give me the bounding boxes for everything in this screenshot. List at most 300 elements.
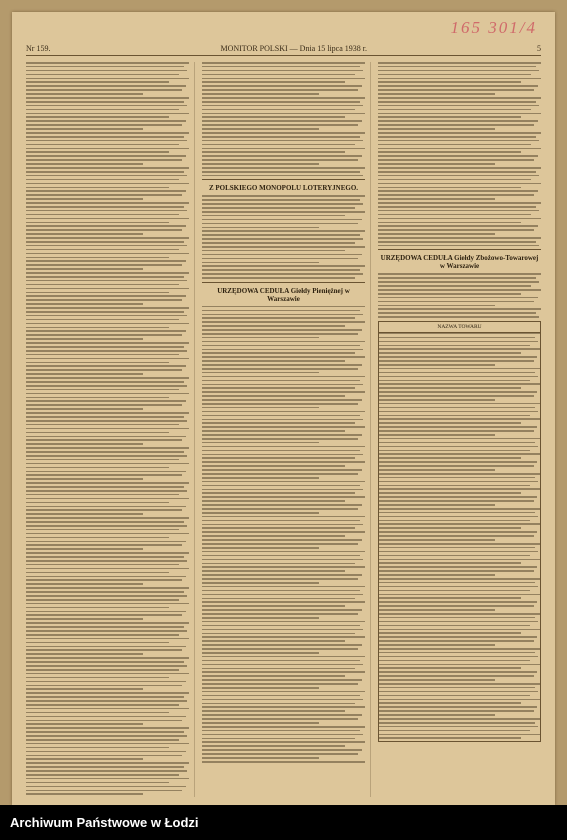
text-line xyxy=(202,446,365,448)
text-line xyxy=(202,140,363,142)
text-line xyxy=(26,397,169,399)
text-line xyxy=(379,691,538,693)
masthead xyxy=(26,44,541,56)
text-line xyxy=(202,621,365,623)
text-line xyxy=(26,634,179,636)
text-line xyxy=(26,284,179,286)
text-line xyxy=(378,81,521,83)
text-line xyxy=(202,710,345,712)
text-line xyxy=(378,171,536,173)
text-line xyxy=(379,485,530,487)
text-line xyxy=(202,333,358,335)
text-line xyxy=(26,533,189,535)
text-line xyxy=(26,712,169,714)
text-line xyxy=(26,144,179,146)
text-line xyxy=(202,625,360,627)
text-line xyxy=(26,583,143,585)
text-line xyxy=(26,692,189,694)
text-line xyxy=(26,342,189,344)
text-line xyxy=(26,509,182,511)
archive-name: Archiwum Państwowe w Łodzi xyxy=(10,815,199,830)
text-line xyxy=(26,311,184,313)
text-line xyxy=(378,305,495,307)
text-line xyxy=(26,148,189,150)
text-line xyxy=(378,198,495,200)
text-line xyxy=(378,120,538,122)
text-line xyxy=(379,407,535,409)
text-line xyxy=(379,551,538,553)
text-line xyxy=(26,755,182,757)
text-line xyxy=(26,319,179,321)
text-line xyxy=(26,350,187,352)
text-line xyxy=(202,219,362,221)
text-line xyxy=(26,151,169,153)
text-line xyxy=(202,753,358,755)
text-line xyxy=(202,547,319,549)
text-line xyxy=(26,307,189,309)
text-line xyxy=(379,387,521,389)
text-line xyxy=(379,430,534,432)
text-line xyxy=(26,727,189,729)
text-line xyxy=(26,412,189,414)
text-line xyxy=(378,155,538,157)
text-line xyxy=(202,203,363,205)
text-line xyxy=(202,539,362,541)
text-line xyxy=(202,442,319,444)
text-line xyxy=(379,699,540,701)
text-line xyxy=(26,700,187,702)
text-line xyxy=(202,81,345,83)
text-line xyxy=(379,411,538,413)
text-line xyxy=(202,116,345,118)
text-line xyxy=(202,652,319,654)
text-line xyxy=(26,377,189,379)
text-line xyxy=(378,187,521,189)
text-line xyxy=(378,66,536,68)
text-line xyxy=(379,640,534,642)
text-line xyxy=(26,85,186,87)
text-line xyxy=(202,62,365,64)
text-line xyxy=(378,289,541,291)
body-text-block xyxy=(378,273,541,317)
text-line xyxy=(379,422,521,424)
text-line xyxy=(379,415,530,417)
text-line xyxy=(202,492,355,494)
text-line xyxy=(202,640,345,642)
text-line xyxy=(26,681,186,683)
text-line xyxy=(378,144,531,146)
text-line xyxy=(26,478,143,480)
text-line xyxy=(26,646,186,648)
text-line xyxy=(26,498,189,500)
text-line xyxy=(379,512,535,514)
text-line xyxy=(26,747,169,749)
body-text-block xyxy=(202,195,365,278)
text-line xyxy=(202,559,363,561)
text-line xyxy=(378,245,539,247)
text-line xyxy=(26,653,143,655)
text-line xyxy=(202,574,362,576)
text-line xyxy=(202,438,358,440)
text-line xyxy=(202,223,358,225)
issue-number: Nr 159. xyxy=(26,44,51,53)
text-line xyxy=(378,194,534,196)
text-line xyxy=(202,207,355,209)
text-line xyxy=(202,524,363,526)
text-line xyxy=(379,566,537,568)
goods-price-table xyxy=(378,321,541,743)
text-line xyxy=(378,293,521,295)
text-line xyxy=(379,446,538,448)
text-line xyxy=(379,613,540,615)
text-line xyxy=(26,420,187,422)
text-line xyxy=(26,424,179,426)
text-line xyxy=(26,436,186,438)
text-line xyxy=(202,155,362,157)
text-line xyxy=(26,502,169,504)
text-line xyxy=(202,473,358,475)
text-line xyxy=(378,74,531,76)
divider xyxy=(378,249,541,250)
text-line xyxy=(202,566,365,568)
text-line xyxy=(202,516,365,518)
text-line xyxy=(202,89,358,91)
text-line xyxy=(379,702,521,704)
page-number: 5 xyxy=(537,44,541,53)
text-line xyxy=(202,356,365,358)
text-line xyxy=(202,97,365,99)
text-line xyxy=(202,163,319,165)
text-line xyxy=(202,543,358,545)
text-line xyxy=(26,260,186,262)
text-line xyxy=(202,407,319,409)
text-line xyxy=(26,471,186,473)
text-line xyxy=(202,605,345,607)
text-line xyxy=(26,560,187,562)
text-line xyxy=(378,163,495,165)
text-line xyxy=(26,696,184,698)
text-line xyxy=(379,461,537,463)
text-line xyxy=(379,562,521,564)
text-line xyxy=(378,151,521,153)
text-line xyxy=(26,751,186,753)
text-line xyxy=(26,743,189,745)
text-line xyxy=(26,677,169,679)
text-line xyxy=(202,124,358,126)
text-line xyxy=(26,731,184,733)
text-line xyxy=(26,716,186,718)
text-line xyxy=(202,415,360,417)
text-line xyxy=(26,463,189,465)
text-line xyxy=(202,656,365,658)
text-line xyxy=(202,238,363,240)
text-line xyxy=(202,500,345,502)
text-line xyxy=(379,527,521,529)
text-line xyxy=(378,277,536,279)
text-line xyxy=(379,625,530,627)
text-line xyxy=(378,301,534,303)
column-left xyxy=(26,62,195,797)
text-line xyxy=(26,393,189,395)
text-line xyxy=(378,308,541,310)
text-line xyxy=(378,97,541,99)
text-line xyxy=(26,222,169,224)
text-line xyxy=(26,443,143,445)
text-line xyxy=(26,78,189,80)
text-line xyxy=(379,730,530,732)
text-line xyxy=(378,124,534,126)
text-line xyxy=(26,544,182,546)
text-line xyxy=(379,496,537,498)
archive-footer xyxy=(0,805,567,840)
text-line xyxy=(26,105,187,107)
text-line xyxy=(26,187,169,189)
text-line xyxy=(202,262,319,264)
text-line xyxy=(202,136,360,138)
text-line xyxy=(379,492,521,494)
text-line xyxy=(202,706,365,708)
text-line xyxy=(26,113,189,115)
text-columns xyxy=(26,62,541,797)
text-line xyxy=(379,531,537,533)
text-line xyxy=(26,97,189,99)
monopoly-heading: Z POLSKIEGO MONOPOLU LOTERYJNEGO. xyxy=(208,184,359,193)
text-line xyxy=(26,739,179,741)
text-line xyxy=(26,630,187,632)
text-line xyxy=(202,306,365,308)
text-line xyxy=(378,140,539,142)
text-line xyxy=(26,299,182,301)
text-line xyxy=(26,661,184,663)
text-line xyxy=(202,387,355,389)
text-line xyxy=(26,735,187,737)
text-line xyxy=(378,214,531,216)
text-line xyxy=(379,660,530,662)
text-line xyxy=(379,632,521,634)
text-line xyxy=(26,225,186,227)
text-line xyxy=(202,74,355,76)
text-line xyxy=(379,617,535,619)
text-line xyxy=(26,334,182,336)
money-market-heading: URZĘDOWA CEDUŁA Giełdy Pieniężnej w Warszawie xyxy=(217,286,350,303)
text-line xyxy=(202,310,360,312)
text-line xyxy=(26,315,187,317)
text-line xyxy=(379,683,540,685)
text-line xyxy=(202,265,365,267)
text-line xyxy=(202,714,362,716)
text-line xyxy=(26,587,189,589)
text-line xyxy=(202,411,365,413)
text-line xyxy=(378,109,531,111)
text-line xyxy=(378,136,536,138)
text-line xyxy=(202,535,345,537)
text-line xyxy=(202,699,363,701)
text-line xyxy=(26,241,184,243)
handwritten-annotation: 165 301/4 xyxy=(450,18,537,37)
text-line xyxy=(379,695,530,697)
text-line xyxy=(202,325,345,327)
text-line xyxy=(26,303,143,305)
column-middle xyxy=(202,62,371,797)
text-line xyxy=(379,504,495,506)
divider xyxy=(202,179,365,180)
text-line xyxy=(378,312,536,314)
text-line xyxy=(26,373,143,375)
text-line xyxy=(202,644,362,646)
text-line xyxy=(202,722,319,724)
text-line xyxy=(26,295,186,297)
text-line xyxy=(202,465,345,467)
text-line xyxy=(202,481,365,483)
text-line xyxy=(26,564,179,566)
text-line xyxy=(202,70,363,72)
text-line xyxy=(26,416,184,418)
text-line xyxy=(26,618,143,620)
text-line xyxy=(26,786,186,788)
text-line xyxy=(379,376,538,378)
text-line xyxy=(378,241,536,243)
text-line xyxy=(26,214,179,216)
text-line xyxy=(202,718,358,720)
text-line xyxy=(26,404,182,406)
text-line xyxy=(26,607,169,609)
text-line xyxy=(378,167,541,169)
text-line xyxy=(26,708,189,710)
text-line xyxy=(26,202,189,204)
text-line xyxy=(202,105,363,107)
text-line xyxy=(378,70,539,72)
text-line xyxy=(379,500,534,502)
text-line xyxy=(379,597,521,599)
text-line xyxy=(26,194,182,196)
text-line xyxy=(202,345,360,347)
text-line xyxy=(26,793,143,795)
text-line xyxy=(379,601,537,603)
text-line xyxy=(26,93,143,95)
text-line xyxy=(26,272,189,274)
text-line xyxy=(26,723,143,725)
text-line xyxy=(202,512,319,514)
text-line xyxy=(379,473,540,475)
text-line xyxy=(26,669,179,671)
text-line xyxy=(202,586,365,588)
text-line xyxy=(202,633,355,635)
text-line xyxy=(202,321,365,323)
text-line xyxy=(202,668,355,670)
text-line xyxy=(26,70,187,72)
text-line xyxy=(379,348,540,350)
text-line xyxy=(202,434,362,436)
text-line xyxy=(26,459,179,461)
text-line xyxy=(202,551,365,553)
text-line xyxy=(202,66,360,68)
text-line xyxy=(26,568,189,570)
text-line xyxy=(379,345,530,347)
text-line xyxy=(378,85,538,87)
text-line xyxy=(378,233,495,235)
text-line xyxy=(202,660,360,662)
text-line xyxy=(202,555,360,557)
text-line xyxy=(202,399,362,401)
text-line xyxy=(379,586,538,588)
text-line xyxy=(26,198,143,200)
text-line xyxy=(378,285,531,287)
text-line xyxy=(26,327,169,329)
text-line xyxy=(378,206,536,208)
text-line xyxy=(202,250,345,252)
text-line xyxy=(26,354,179,356)
text-line xyxy=(379,380,530,382)
text-line xyxy=(202,215,345,217)
text-line xyxy=(378,273,541,275)
text-line xyxy=(379,543,540,545)
text-line xyxy=(202,496,365,498)
text-line xyxy=(26,249,179,251)
text-line xyxy=(379,648,540,650)
text-line xyxy=(379,559,540,561)
text-line xyxy=(26,292,169,294)
text-line xyxy=(26,330,186,332)
text-line xyxy=(379,679,495,681)
text-line xyxy=(379,337,535,339)
text-line xyxy=(379,570,534,572)
text-line xyxy=(202,352,355,354)
text-line xyxy=(202,273,363,275)
body-text-block xyxy=(26,62,189,797)
text-line xyxy=(26,369,182,371)
text-line xyxy=(26,762,189,764)
text-line xyxy=(26,482,189,484)
text-line xyxy=(26,774,179,776)
text-line xyxy=(379,477,535,479)
text-line xyxy=(26,556,184,558)
text-line xyxy=(202,258,358,260)
text-line xyxy=(202,508,358,510)
text-line xyxy=(202,93,319,95)
text-line xyxy=(26,109,179,111)
text-line xyxy=(379,574,495,576)
text-line xyxy=(26,171,184,173)
text-line xyxy=(26,233,143,235)
text-line xyxy=(202,380,360,382)
price-rows-block xyxy=(379,333,540,739)
text-line xyxy=(379,621,538,623)
text-line xyxy=(378,183,541,185)
text-line xyxy=(202,691,365,693)
text-line xyxy=(379,710,534,712)
text-line xyxy=(26,432,169,434)
text-line xyxy=(202,757,319,759)
text-line xyxy=(26,548,143,550)
text-line xyxy=(202,151,345,153)
text-line xyxy=(26,521,184,523)
text-line xyxy=(202,461,365,463)
text-line xyxy=(26,288,189,290)
text-line xyxy=(378,89,534,91)
text-line xyxy=(202,384,363,386)
text-line xyxy=(26,140,187,142)
text-line xyxy=(378,62,541,64)
text-line xyxy=(379,652,535,654)
text-line xyxy=(202,617,319,619)
text-line xyxy=(379,399,495,401)
text-line xyxy=(379,469,495,471)
text-line xyxy=(379,391,537,393)
text-line xyxy=(379,516,538,518)
text-line xyxy=(379,520,530,522)
text-line xyxy=(379,629,540,631)
text-line xyxy=(26,513,143,515)
